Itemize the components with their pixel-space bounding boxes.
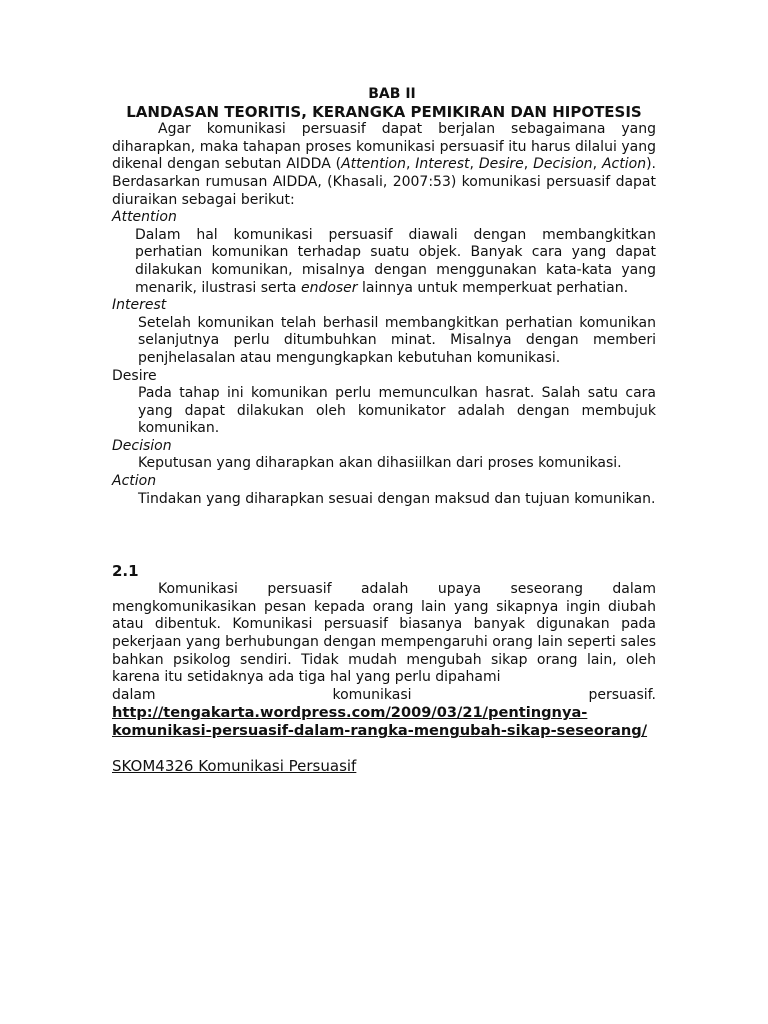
document-page [112,86,656,777]
separator: , [592,156,602,173]
intro-text: Agar komunikasi persuasif dapat berjalan sebagaimana yang diharapkan, maka tahapan proses komunikasi persuasif itu harus dilalui yang dikenal dengan sebutan AIDDA ( [112,121,656,173]
aidda-desc-attention [135,227,656,297]
section-paragraph-last-line: dalam komunikasi persuasif. [112,686,656,703]
intro-paragraph [112,121,656,209]
reference-link-line-2[interactable]: komunikasi-persuasif-dalam-rangka-mengubah-sikap-seseorang/ [112,722,648,740]
desc-text-end: lainnya untuk memperkuat perhatian. [357,279,629,296]
separator: , [405,156,416,173]
aidda-desc-interest: Setelah komunikan telah berhasil membangkitkan perhatian komunikan selanjutnya perlu ditumbuhkan minat. Misalnya dengan memberi penjhelasalan atau mengungkapkan kebutuhan komunikasi. [138,314,656,366]
separator: , [523,156,534,173]
aidda-term-decision: Decision [112,437,172,454]
term-interest: Interest [415,156,470,173]
course-title: SKOM4326 Komunikasi Persuasif [112,757,357,776]
intro-text-end: ). Berdasarkan rumusan AIDDA, (Khasali, 2007:53) komunikasi persuasif dapat diuraikan sebagai berikut: [112,156,656,208]
aidda-term-attention: Attention [112,209,177,226]
chapter-title: LANDASAN TEORITIS, KERANGKA PEMIKIRAN DAN HIPOTESIS [126,102,642,121]
reference-link-line-1[interactable]: http://tengakarta.wordpress.com/2009/03/21/pentingnya- [112,704,588,722]
term-action: Action [601,156,647,173]
chapter-heading: BAB II [368,86,416,102]
aidda-term-interest: Interest [112,297,167,314]
section-paragraph: Komunikasi persuasif adalah upaya seseorang dalam mengkomunikasikan pesan kepada orang lain yang sikapnya ingin diubah atau dibentuk. Komunikasi persuasif biasanya banyak digunakan pada pekerjaan yang berhubungan dengan mempengaruhi orang lain seperti sales bahkan psikolog sendiri. Tidak mudah mengubah sikap orang lain, oleh karena itu setidaknya ada tiga hal yang perlu dipahami [112,581,656,686]
aidda-term-action: Action [112,473,157,490]
aidda-desc-action: Tindakan yang diharapkan sesuai dengan maksud dan tujuan komunikan. [138,490,656,507]
blank-space [112,508,656,562]
desc-italic-term: endoser [300,279,358,296]
aidda-term-desire: Desire [112,367,157,384]
aidda-desc-decision: Keputusan yang diharapkan akan dihasiilkan dari proses komunikasi. [138,455,622,472]
separator: , [469,156,479,173]
aidda-desc-desire: Pada tahap ini komunikan perlu memunculkan hasrat. Salah satu cara yang dapat dilakukan oleh komunikator adalah dengan membujuk komunikan. [138,385,656,437]
term-desire: Desire [478,156,524,173]
term-decision: Decision [533,156,593,173]
term-attention: Attention [341,156,406,173]
desc-text: Dalam hal komunikasi persuasif diawali dengan membangkitkan perhatian komunikan terhadap suatu objek. Banyak cara yang dapat dilakukan komunikan, misalnya dengan menggunakan kata-kata yang menarik, ilustrasi serta [135,226,656,296]
section-number: 2.1 [112,562,139,581]
reference-link[interactable] [112,704,656,740]
